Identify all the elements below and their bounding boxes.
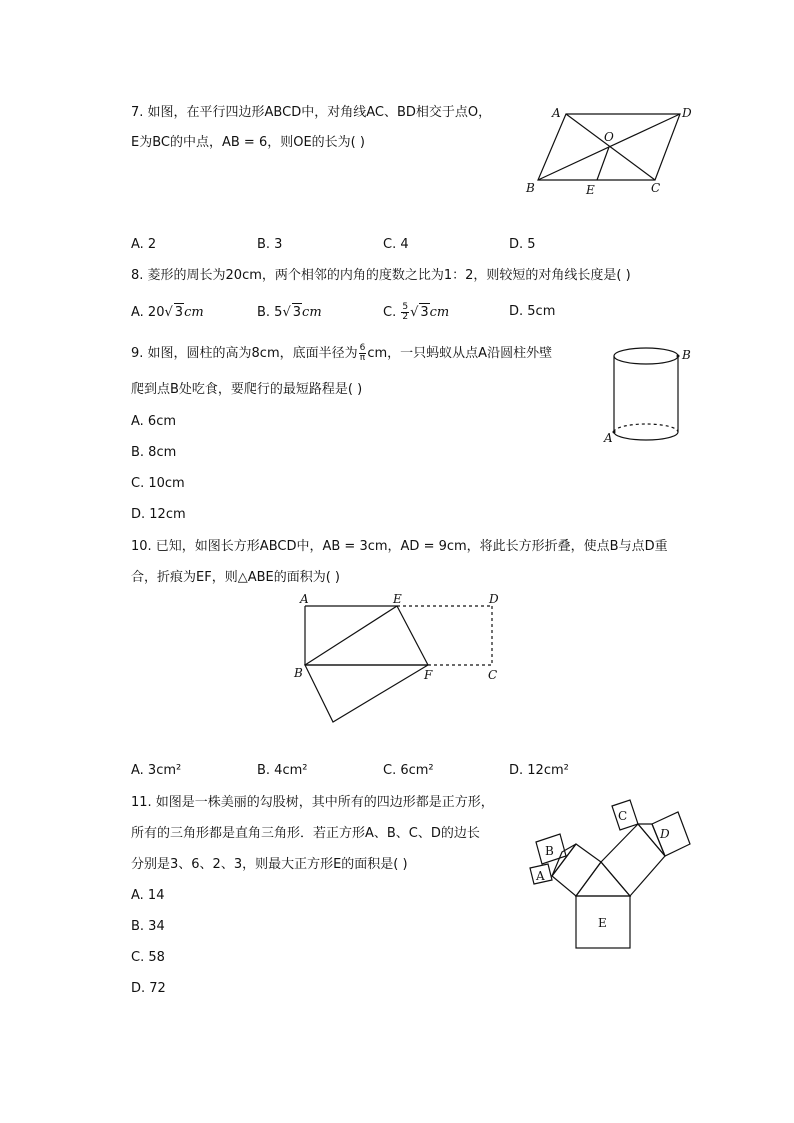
q11-stem-line1: 11. 如图是一株美丽的勾股树，其中所有的四边形都是正方形， <box>131 795 494 810</box>
q10-rectangle-fold-figure <box>285 590 505 730</box>
q9-option-d[interactable]: D. 12cm <box>131 507 186 522</box>
q8-option-a[interactable]: A. 20√ 3cm <box>131 305 204 320</box>
q7-label-e: E <box>586 183 595 197</box>
q9-label-a: A <box>604 431 613 445</box>
q8-stem: 8. 菱形的周长为20cm，两个相邻的内角的度数之比为1：2，则较短的对角线长度是( ) <box>131 268 631 283</box>
q10-label-b: B <box>294 666 303 680</box>
q7-parallelogram-figure <box>520 100 700 200</box>
q11-pythagoras-tree-figure <box>520 790 700 960</box>
q7-label-d: D <box>682 106 692 120</box>
q10-label-e: E <box>393 592 402 606</box>
q9-stem-line2: 爬到点B处吃食，要爬行的最短路程是( ) <box>131 382 363 397</box>
q7-option-c[interactable]: C. 4 <box>383 237 409 252</box>
q11-label-d: D <box>660 827 670 841</box>
q10-stem-line2: 合，折痕为EF，则△ABE的面积为( ) <box>131 570 340 585</box>
q8-option-b[interactable]: B. 5√ 3cm <box>257 305 322 320</box>
q11-option-c[interactable]: C. 58 <box>131 950 165 965</box>
q8-option-c[interactable]: C. $\frac{5}{2}$ √ 3cm <box>383 302 450 322</box>
q9-stem-line1: 9. 如图，圆柱的高为8cm，底面半径为 $\frac{6}{\pi}$ cm，一只蚂蚁从点A沿圆柱外壁 <box>131 343 553 363</box>
q11-stem-line3: 分别是3、6、2、3，则最大正方形E的面积是( ) <box>131 857 408 872</box>
q7-stem-line1: 7. 如图，在平行四边形ABCD中，对角线AC、BD相交于点O， <box>131 105 492 120</box>
q11-label-c: C <box>618 809 628 823</box>
q10-stem-line1: 10. 已知，如图长方形ABCD中，AB = 3cm，AD = 9cm，将此长方形折叠，使点B与点D重 <box>131 539 668 554</box>
q10-option-d[interactable]: D. 12cm² <box>509 763 569 778</box>
q7-stem-line2: E为BC的中点，AB = 6，则OE的长为( ) <box>131 135 365 150</box>
q9-label-b: B <box>682 348 691 362</box>
q11-option-b[interactable]: B. 34 <box>131 919 165 934</box>
q11-stem-line2: 所有的三角形都是直角三角形．若正方形A、B、C、D的边长 <box>131 826 480 841</box>
q10-option-a[interactable]: A. 3cm² <box>131 763 182 778</box>
q7-label-b: B <box>526 181 535 195</box>
q10-label-a: A <box>300 592 309 606</box>
q11-option-a[interactable]: A. 14 <box>131 888 165 903</box>
q11-label-b: B <box>545 844 554 858</box>
q9-option-b[interactable]: B. 8cm <box>131 445 177 460</box>
q7-option-a[interactable]: A. 2 <box>131 237 157 252</box>
q10-label-c: C <box>488 668 498 682</box>
q10-label-f: F <box>424 668 433 682</box>
q8-c-fraction: $\frac{5}{2}$ <box>402 302 409 322</box>
q7-label-c: C <box>651 181 661 195</box>
q10-label-d: D <box>489 592 499 606</box>
q7-label-o: O <box>604 130 614 144</box>
q8-option-d[interactable]: D. 5cm <box>509 304 556 319</box>
q9-radius-fraction: $\frac{6}{\pi}$ <box>359 343 366 363</box>
q11-label-e: E <box>598 916 607 930</box>
q10-option-c[interactable]: C. 6cm² <box>383 763 434 778</box>
q9-option-a[interactable]: A. 6cm <box>131 414 177 429</box>
q9-cylinder-figure <box>600 340 700 450</box>
q11-option-d[interactable]: D. 72 <box>131 981 166 996</box>
q7-label-a: A <box>552 106 561 120</box>
q10-option-b[interactable]: B. 4cm² <box>257 763 308 778</box>
q11-label-a: A <box>536 869 545 883</box>
q9-option-c[interactable]: C. 10cm <box>131 476 185 491</box>
q7-option-d[interactable]: D. 5 <box>509 237 536 252</box>
q7-option-b[interactable]: B. 3 <box>257 237 283 252</box>
